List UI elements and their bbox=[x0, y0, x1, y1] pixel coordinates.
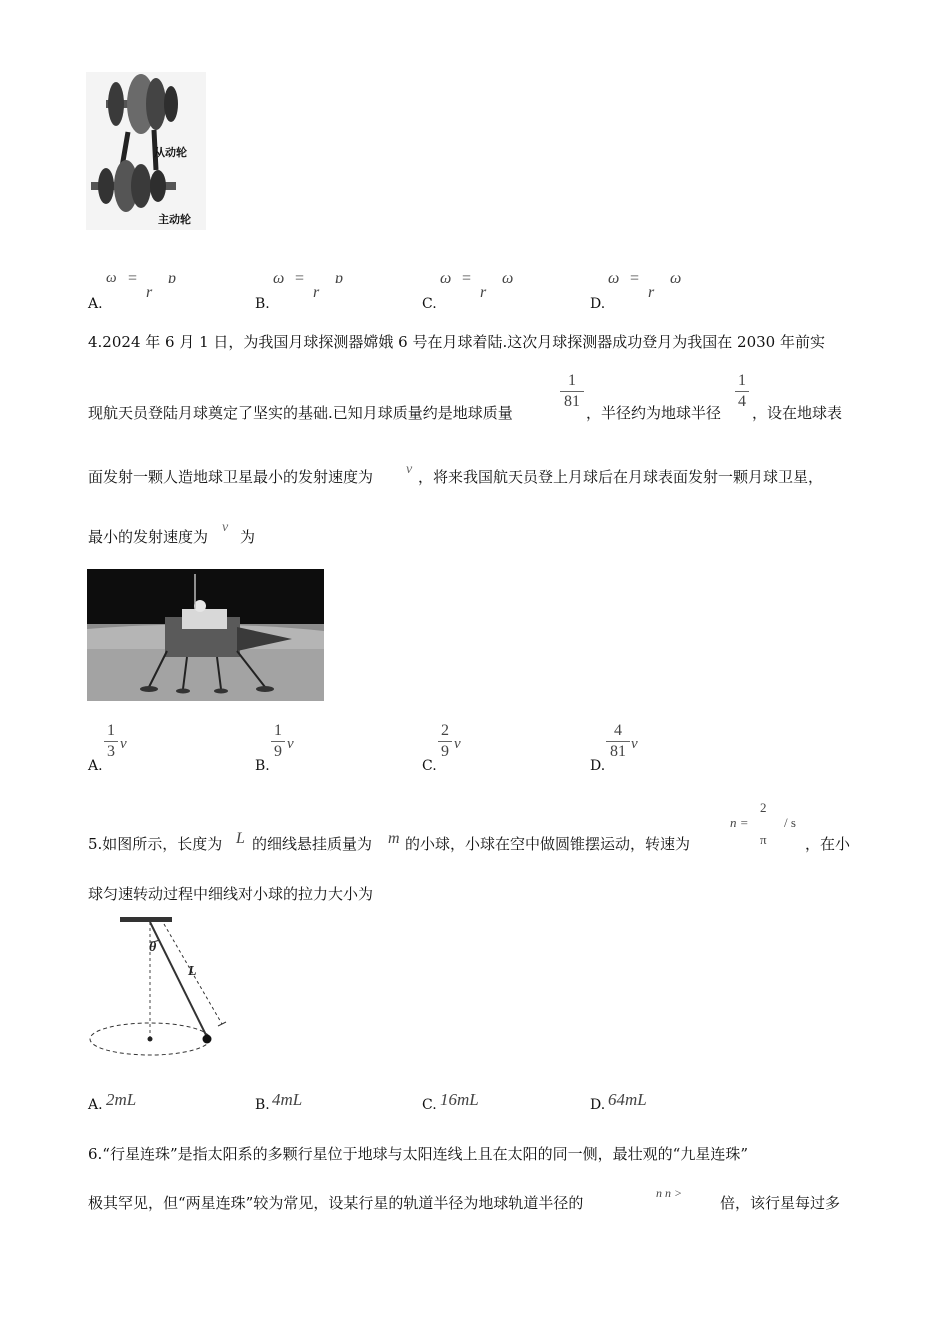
option-value: 16mL bbox=[440, 1090, 479, 1109]
L-symbol: L bbox=[236, 830, 245, 847]
q4-line-3a: 面发射一颗人造地球卫星最小的发射速度为 bbox=[88, 468, 374, 486]
r-symbol: r bbox=[648, 284, 655, 301]
driven-wheel-label: 从动轮 bbox=[154, 146, 187, 159]
q5-line-1a: 5.如图所示，长度为 bbox=[88, 835, 223, 853]
equals-sign: = bbox=[128, 270, 138, 287]
fraction-denominator: 81 bbox=[564, 393, 580, 410]
v-symbol: v bbox=[454, 736, 461, 752]
omega-symbol: ω bbox=[440, 270, 452, 287]
option-label: B. bbox=[255, 758, 270, 774]
n-unit: / s bbox=[784, 815, 796, 830]
conical-pendulum-figure bbox=[86, 912, 231, 1062]
q5-line-1d: ，在小 bbox=[805, 835, 851, 853]
q4-line-4b: 为 bbox=[240, 528, 256, 546]
option-value: 2mL bbox=[106, 1090, 137, 1109]
option-label: D. bbox=[590, 758, 606, 774]
option-fraction bbox=[438, 722, 452, 761]
fraction-denominator: 9 bbox=[274, 743, 282, 760]
equals-sign: = bbox=[295, 270, 305, 287]
fraction-bar bbox=[606, 741, 630, 742]
fraction-numerator: 4 bbox=[614, 722, 622, 739]
q6-line-1: 6.“行星连珠”是指太阳系的多颗行星位于地球与太阳连线上且在太阳的同一侧，最壮观的“九星连珠” bbox=[88, 1145, 748, 1163]
option-label: A. bbox=[88, 296, 103, 312]
fraction-numerator: 2 bbox=[441, 722, 449, 739]
option-value: 64mL bbox=[608, 1090, 647, 1109]
pulley-illustration bbox=[86, 72, 206, 230]
pendulum-diagram bbox=[86, 912, 231, 1062]
r-symbol: r bbox=[480, 284, 487, 301]
option-label: B. bbox=[255, 1097, 270, 1113]
q4-option-d[interactable] bbox=[590, 722, 690, 777]
q4-option-b[interactable] bbox=[255, 722, 355, 777]
fraction-denominator: 81 bbox=[610, 743, 626, 760]
driving-wheel-label: 主动轮 bbox=[158, 213, 191, 226]
option-fraction bbox=[271, 722, 285, 761]
v-symbol: v bbox=[120, 736, 127, 752]
theta-label: θ bbox=[149, 940, 157, 955]
fraction-denominator: 4 bbox=[738, 393, 746, 410]
v-symbol: v bbox=[631, 736, 638, 752]
fraction-denominator: 3 bbox=[107, 743, 115, 760]
n-expression: n = bbox=[730, 815, 749, 830]
lander-illustration bbox=[87, 569, 324, 701]
v-symbol: v bbox=[287, 736, 294, 752]
option-label: B. bbox=[255, 296, 270, 312]
equals-sign: = bbox=[462, 270, 472, 287]
r-symbol: r bbox=[146, 284, 153, 301]
m-symbol: m bbox=[388, 830, 400, 847]
fraction-bar bbox=[438, 741, 452, 742]
n-expression: n n > bbox=[656, 1186, 683, 1200]
q5-option-d[interactable] bbox=[590, 1090, 730, 1116]
tail-symbol: ω bbox=[502, 270, 514, 287]
option-fraction bbox=[606, 722, 630, 761]
option-label: C. bbox=[422, 296, 437, 312]
option-label: A. bbox=[88, 758, 103, 774]
q4-option-a[interactable] bbox=[88, 722, 188, 777]
fraction-bar bbox=[560, 391, 584, 392]
fraction-denominator: 9 bbox=[441, 743, 449, 760]
option-fraction bbox=[104, 722, 118, 761]
q4-line-2c: ，设在地球表 bbox=[752, 404, 843, 422]
fraction-bar bbox=[104, 741, 118, 742]
q4-option-c[interactable] bbox=[422, 722, 522, 777]
q4-line-3b: ，将来我国航天员登上月球后在月球表面发射一颗月球卫星， bbox=[418, 468, 824, 486]
r-symbol: r bbox=[313, 284, 320, 301]
lunar-lander-photo bbox=[87, 569, 324, 701]
q5-option-c[interactable] bbox=[422, 1090, 562, 1116]
L-label: L bbox=[188, 964, 197, 979]
tail-symbol: ɒ bbox=[168, 270, 176, 287]
pulley-figure bbox=[86, 72, 206, 230]
fraction-bar bbox=[271, 741, 285, 742]
q4-radius-fraction bbox=[735, 372, 749, 411]
q4-mass-fraction bbox=[560, 372, 584, 411]
omega-symbol: ω bbox=[106, 270, 117, 286]
q3-option-d[interactable] bbox=[590, 262, 740, 312]
equals-sign: = bbox=[630, 270, 640, 287]
option-label: A. bbox=[88, 1097, 103, 1113]
option-label: C. bbox=[422, 1097, 437, 1113]
q5-line-2: 球匀速转动过程中细线对小球的拉力大小为 bbox=[88, 885, 374, 903]
fraction-numerator: 1 bbox=[568, 372, 576, 389]
q4-line-1: 4.2024 年 6 月 1 日，为我国月球探测器嫦娥 6 号在月球着陆.这次月球探测器成功登月为我国在 2030 年前实 bbox=[88, 333, 825, 351]
n-numerator: 2 bbox=[760, 800, 767, 815]
n-denominator: π bbox=[760, 832, 767, 847]
tail-symbol: ω bbox=[670, 270, 682, 287]
q3-option-b[interactable] bbox=[255, 262, 405, 312]
v-symbol: v bbox=[222, 520, 229, 535]
q4-line-4a: 最小的发射速度为 bbox=[88, 528, 209, 546]
option-label: C. bbox=[422, 758, 437, 774]
fraction-bar bbox=[735, 391, 749, 392]
q4-line-2b: ，半径约为地球半径 bbox=[586, 404, 722, 422]
q4-line-2a: 现航天员登陆月球奠定了坚实的基础.已知月球质量约是地球质量 bbox=[88, 404, 513, 422]
option-label: D. bbox=[590, 296, 606, 312]
omega-symbol: ω bbox=[273, 270, 285, 287]
q5-option-b[interactable] bbox=[255, 1090, 395, 1116]
q6-line-2b: 倍，该行星每过多 bbox=[720, 1194, 841, 1212]
q3-option-c[interactable] bbox=[422, 262, 572, 312]
option-label: D. bbox=[590, 1097, 606, 1113]
q5-line-1c: 的小球，小球在空中做圆锥摆运动，转速为 bbox=[405, 835, 691, 853]
omega-symbol: ω bbox=[608, 270, 620, 287]
tail-symbol: ɒ bbox=[335, 270, 343, 287]
option-value: 4mL bbox=[272, 1090, 303, 1109]
q6-line-2a: 极其罕见，但“两星连珠”较为常见，设某行星的轨道半径为地球轨道半径的 bbox=[88, 1194, 584, 1212]
fraction-numerator: 1 bbox=[274, 722, 282, 739]
q5-line-1b: 的细线悬挂质量为 bbox=[252, 835, 373, 853]
v-symbol: v bbox=[406, 462, 413, 477]
q3-option-a[interactable] bbox=[88, 262, 238, 312]
q5-option-a[interactable] bbox=[88, 1090, 228, 1116]
fraction-numerator: 1 bbox=[738, 372, 746, 389]
fraction-numerator: 1 bbox=[107, 722, 115, 739]
